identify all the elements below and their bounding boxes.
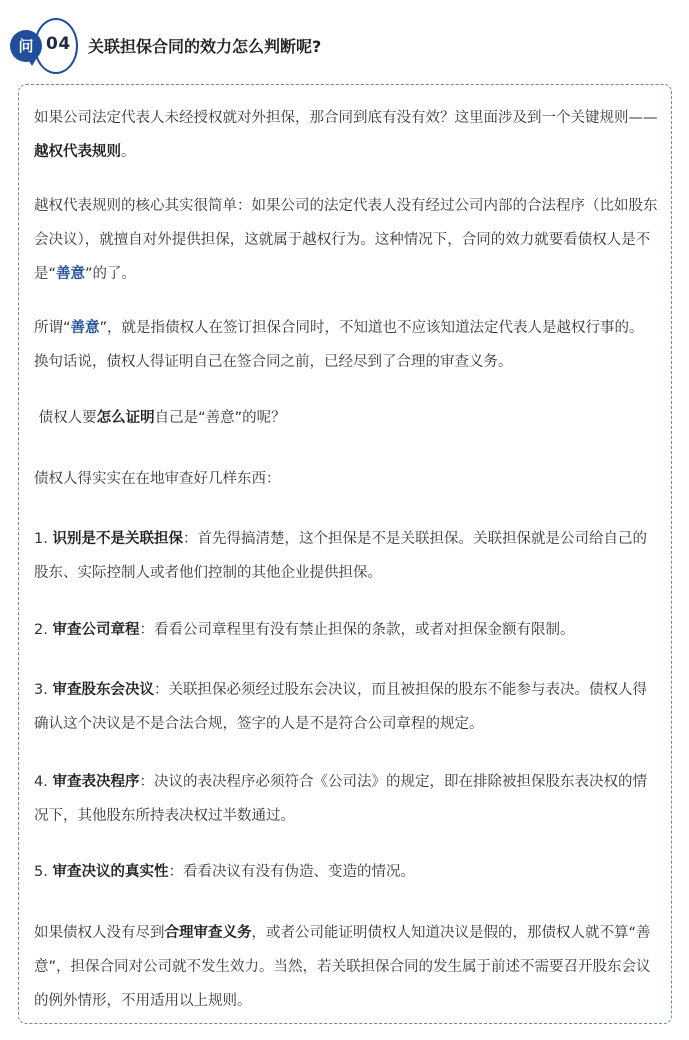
list-item-number: 2. [34,622,53,638]
list-item-bold: 识别是不是关联担保 [52,531,183,547]
paragraph-good-faith-text: ”，就是指债权人在签订担保合同时，不知道也不应该知道法定代表人是越权行事的。换句话说，债权人得证明自己在签合同之前，已经尽到了合理的审查义务。 [34,320,644,370]
paragraph-conclusion-pre: 如果债权人没有尽到 [34,925,165,941]
paragraph-intro-end: 。 [121,144,136,160]
paragraph-rule-core-end: ”的了。 [85,266,137,282]
list-item-text: ：决议的表决程序必须符合《公司法》的规定，即在排除被担保股东表决权的情况下，其他股东所持表决权过半数通过。 [34,774,647,824]
list-item-number: 4. [34,774,53,790]
list-item-bold: 审查决议的真实性 [52,864,169,880]
list-item [34,613,658,647]
list-item-number: 1. [34,531,53,547]
list-item [34,522,658,590]
list-item-text: ：首先得搞清楚，这个担保是不是关联担保。关联担保就是公司给自己的股东、实际控制人或者他们控制的其他企业提供担保。 [34,531,647,581]
question-number: 04 [46,34,71,54]
paragraph-good-faith-pre: 所谓“ [34,320,71,336]
paragraph-review-intro: 债权人得实实在在地审查好几样东西： [34,471,281,487]
paragraph-good-faith-highlight: 善意 [70,320,100,336]
question-header [0,0,689,80]
paragraph-intro-text: 如果公司法定代表人未经授权就对外担保，那合同到底有没有效？这里面涉及到一个关键规则—— [34,110,658,126]
paragraph-how-prove-text: 自己是“善意”的呢？ [154,410,286,426]
list-item [34,765,658,833]
list-item-bold: 审查公司章程 [52,622,140,638]
list-item-text: ：看看公司章程里有没有禁止担保的条款，或者对担保金额有限制。 [139,622,575,638]
paragraph-good-faith [34,311,658,379]
paragraph-rule-core-highlight: 善意 [56,266,86,282]
question-title: 关联担保合同的效力怎么判断呢? [88,37,322,56]
list-item-bold: 审查股东会决议 [52,682,154,698]
paragraph-intro [34,101,658,169]
list-item [34,673,658,741]
paragraph-rule-core-text: 越权代表规则的核心其实很简单：如果公司的法定代表人没有经过公司内部的合法程序（比如股东会决议），就擅自对外提供担保，这就属于越权行为。这种情况下，合同的效力就要看债权人是不是“ [34,198,658,282]
list-item-text: ：关联担保必须经过股东会决议，而且被担保的股东不能参与表决。债权人得确认这个决议是不是合法合规，签字的人是不是符合公司章程的规定。 [34,682,647,732]
paragraph-how-prove-bold: 怎么证明 [96,410,155,426]
paragraph-intro-bold: 越权代表规则 [34,144,121,160]
list-item-number: 3. [34,682,53,698]
list-item-bold: 审查表决程序 [52,774,140,790]
paragraph-conclusion [34,916,658,1018]
paragraph-how-prove [34,401,658,435]
paragraph-how-prove-pre: 债权人要 [34,410,97,426]
list-item-number: 5. [34,864,53,880]
question-badge-label: 问 [18,37,34,55]
list-item-text: ：看看决议有没有伪造、变造的情况。 [168,864,415,880]
paragraph-rule-core [34,189,658,291]
paragraph-conclusion-text: ，或者公司能证明债权人知道决议是假的，那债权人就不算“善意”，担保合同对公司就不发生效力。当然，若关联担保合同的发生属于前述不需要召开股东会议的例外情形，不用适用以上规则。 [34,925,651,1009]
paragraph-conclusion-bold: 合理审查义务 [164,925,252,941]
list-item [34,855,658,889]
